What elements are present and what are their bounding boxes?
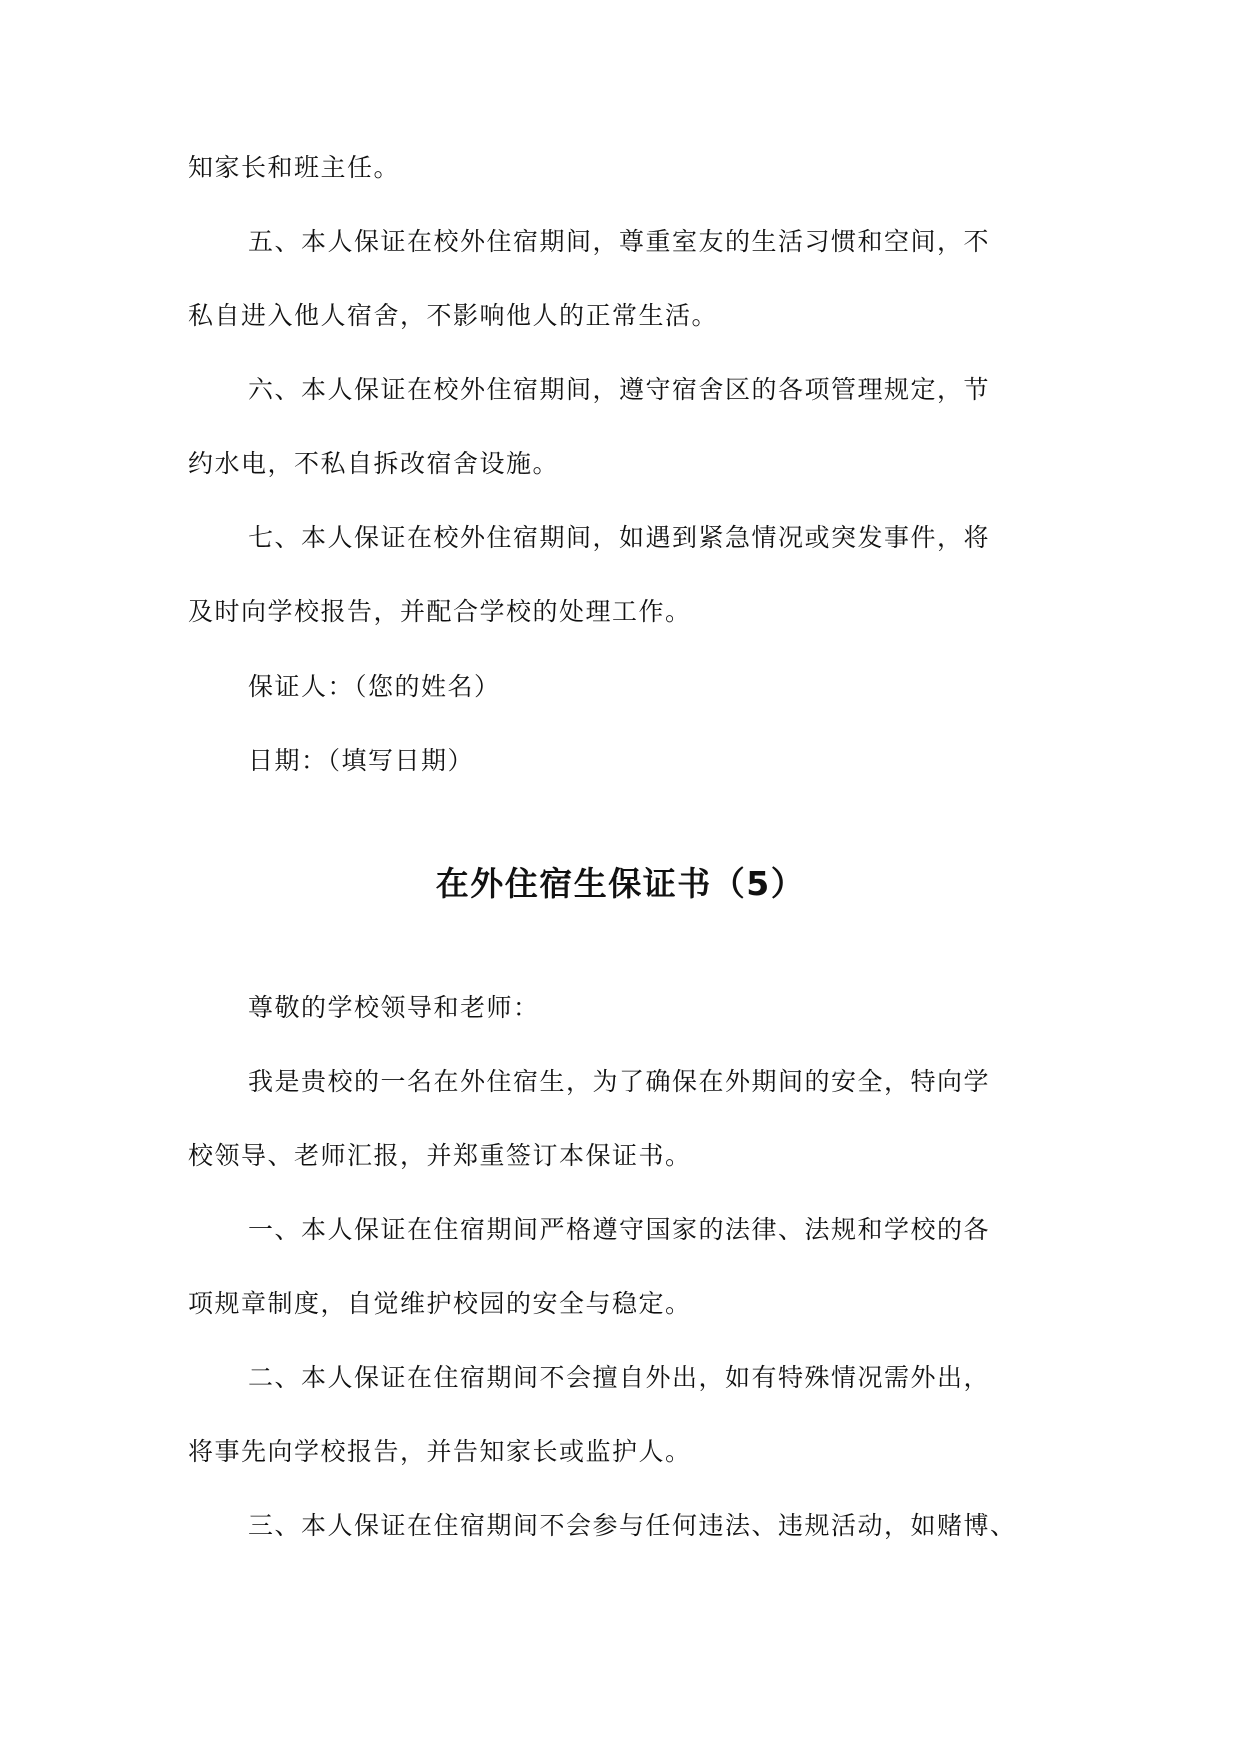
section-title: 在外住宿生保证书（5） (435, 864, 806, 903)
date-line: 日期：（填写日期） (248, 746, 475, 775)
paragraph-7-line-1: 七、本人保证在校外住宿期间，如遇到紧急情况或突发事件，将 (248, 523, 991, 552)
clause-1-line-2: 项规章制度，自觉维护校园的安全与稳定。 (188, 1289, 692, 1318)
paragraph-7-line-2: 及时向学校报告，并配合学校的处理工作。 (188, 597, 692, 626)
paragraph-5-line-2: 私自进入他人宿舍，不影响他人的正常生活。 (188, 301, 719, 330)
clause-1-line-1: 一、本人保证在住宿期间严格遵守国家的法律、法规和学校的各 (248, 1215, 991, 1244)
intro-line-2: 校领导、老师汇报，并郑重签订本保证书。 (188, 1141, 692, 1170)
clause-3-line-1: 三、本人保证在住宿期间不会参与任何违法、违规活动，如赌博、 (248, 1511, 1017, 1540)
clause-2-line-2: 将事先向学校报告，并告知家长或监护人。 (188, 1437, 692, 1466)
paragraph-6-line-2: 约水电，不私自拆改宿舍设施。 (188, 449, 560, 478)
paragraph-4-continuation: 知家长和班主任。 (188, 153, 401, 182)
salutation: 尊敬的学校领导和老师： (248, 993, 540, 1022)
clause-2-line-1: 二、本人保证在住宿期间不会擅自外出，如有特殊情况需外出， (248, 1363, 991, 1392)
intro-line-1: 我是贵校的一名在外住宿生，为了确保在外期间的安全，特向学 (248, 1067, 991, 1096)
paragraph-6-line-1: 六、本人保证在校外住宿期间，遵守宿舍区的各项管理规定，节 (248, 375, 991, 404)
guarantor-line: 保证人：（您的姓名） (248, 672, 501, 701)
paragraph-5-line-1: 五、本人保证在校外住宿期间，尊重室友的生活习惯和空间，不 (248, 227, 991, 256)
